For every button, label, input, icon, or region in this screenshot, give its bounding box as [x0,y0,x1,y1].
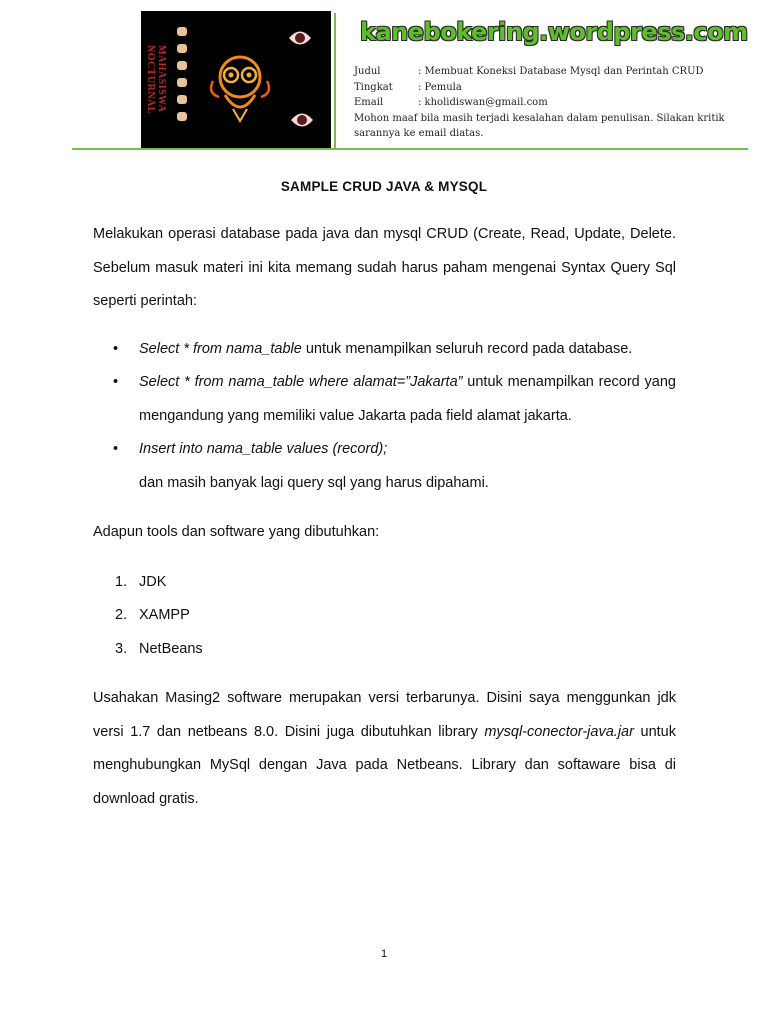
meta-label: Email [354,97,384,108]
query-code: Select * from nama_table where alamat=”Jakarta” [139,374,463,390]
tools-intro: Adapun tools dan software yang dibutuhkan: [93,524,380,540]
document-title: SAMPLE CRUD JAVA & MYSQL [280,179,488,194]
eye-icon [287,25,313,51]
library-name: mysql-conector-java.jar [484,723,634,740]
list-item [93,566,676,600]
site-title: kanebokering.wordpress.com [360,18,748,46]
eye-icon [289,107,315,133]
closing-text: untuk menghubungkan MySql dengan Java pada Netbeans. Library dan softaware bisa di download gratis. [93,723,676,807]
closing-text: Usahakan Masing2 software merupakan versi terbarunya. Disini saya menggunkan jdk versi 1.7 dan netbeans 8.0. Disini juga dibutuhkan library [93,690,676,740]
header-divider-vertical [334,13,336,149]
bullet-icon: • [113,374,119,390]
list-number: 1. [115,573,128,590]
bullet-icon: • [113,441,119,457]
list-number: 2. [115,607,128,623]
bullet-icon: • [113,340,119,357]
meta-title-row [354,64,748,80]
meta-value: : Pemula [418,81,462,93]
document-metadata [354,64,748,142]
meta-email-row [354,95,748,111]
logo-text: MAHASISWA NOCTURNAL [145,44,167,114]
meta-value: : kholidiswan@gmail.com [418,97,548,108]
meta-label: Judul [354,66,381,77]
meta-note: Mohon maaf bila masih terjadi kesalahan dalam penulisan. Silakan kritik sarannya ke email diatas. [354,112,725,139]
owl-icon [205,47,275,127]
query-description: untuk menampilkan seluruh record pada database. [301,340,633,357]
meta-level-row [354,80,748,96]
list-item [93,433,676,467]
meta-label: Tingkat [354,81,393,93]
closing-paragraph [93,682,676,816]
list-item [93,333,676,367]
document-body [93,218,676,816]
intro-paragraph: Melakukan operasi database pada java dan mysql CRUD (Create, Read, Update, Delete. Sebelum masuk materi ini kita memang sudah harus paham mengenai Syntax Query Sql seperti perintah: [93,226,676,309]
list-item [93,366,676,433]
tools-list [93,566,676,667]
list-item [93,633,676,667]
query-description: untuk menampilkan record yang mengandung yang memiliki value Jakarta pada field alamat jakarta. [139,374,676,424]
tool-name: JDK [139,573,167,590]
header-divider-horizontal [72,148,748,150]
query-code: Select * from nama_table [139,340,302,357]
tool-name: NetBeans [139,640,203,657]
query-code: Insert into nama_table values (record); [139,441,388,457]
query-list [93,333,676,467]
tool-name: XAMPP [139,607,190,623]
list-number: 3. [115,640,128,657]
meta-value: : Membuat Koneksi Database Mysql dan Perintah CRUD [418,66,704,77]
list-item [93,599,676,633]
list-follow-text: dan masih banyak lagi query sql yang harus dipahami. [139,474,489,491]
header-logo [141,11,331,148]
logo-decoration [177,27,187,129]
page-number: 1 [380,948,388,960]
